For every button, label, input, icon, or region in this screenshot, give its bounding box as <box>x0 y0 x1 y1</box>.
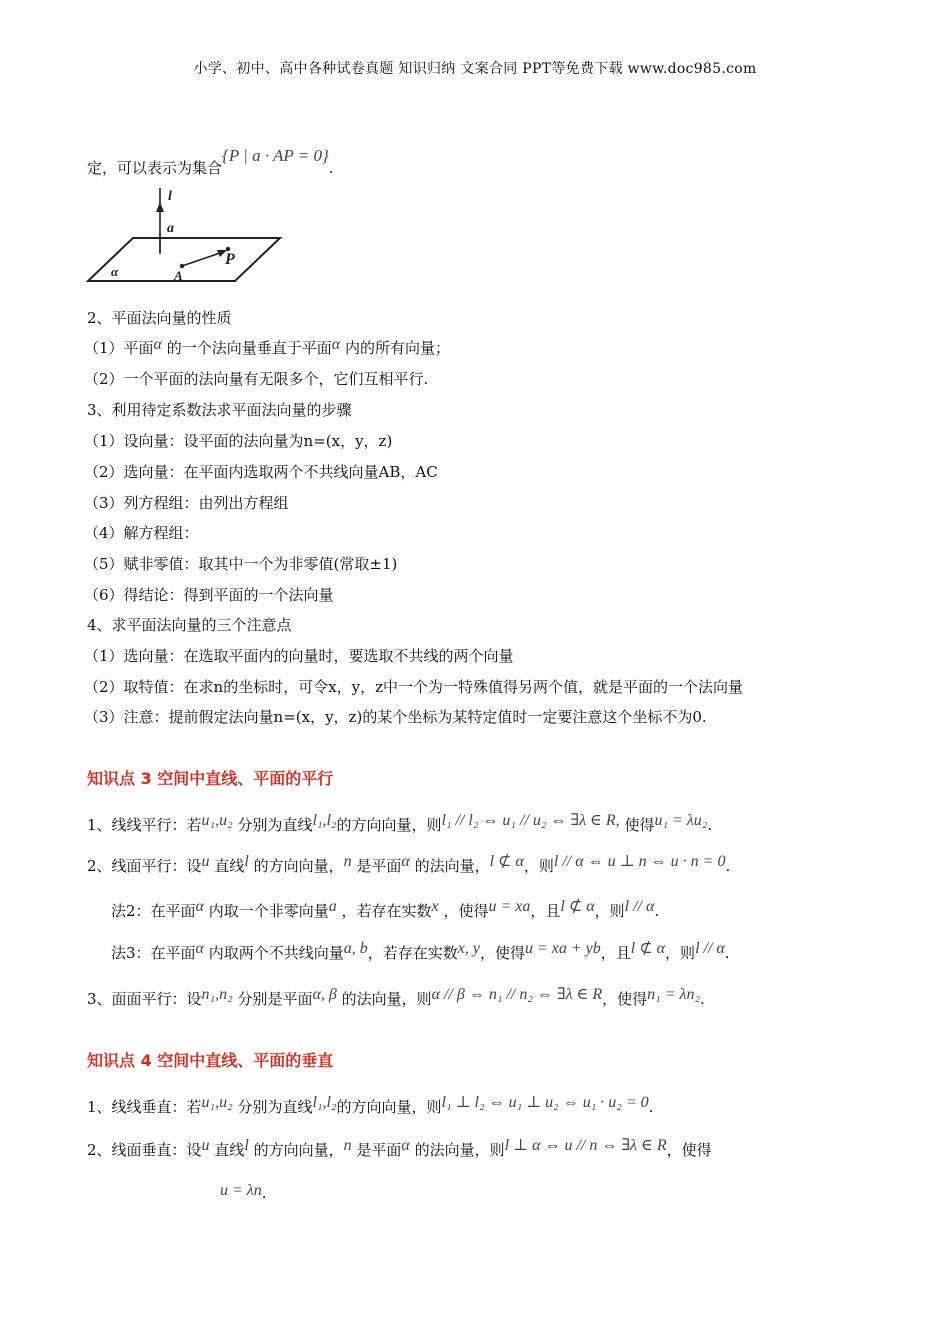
math: l // α <box>624 898 655 915</box>
kp3-line1 <box>87 812 713 836</box>
text: ，使得 <box>443 902 489 920</box>
sec2-item1 <box>84 338 450 359</box>
sec3-item: （4）解方程组： <box>84 524 199 542</box>
kp3-line2 <box>87 853 731 877</box>
math: u <box>201 853 210 870</box>
text: ，则 <box>523 857 554 875</box>
math: l ⊥ α ⇔ u // n ⇔ ∃λ ∈ R <box>504 1137 667 1154</box>
text: ，使得 <box>602 990 648 1008</box>
math: l <box>244 853 249 870</box>
sec4-item: （2）取特值：在求n的坐标时，可令x，y，z中一个为一特殊值得另两个值，就是平面的一个法向量 <box>84 678 744 696</box>
text: 分别为直线 <box>237 1098 313 1116</box>
math: l <box>244 1137 249 1154</box>
text: . <box>648 1098 654 1116</box>
math: α // β ⇔ n₁ // n₂ ⇔ ∃λ ∈ R <box>431 986 603 1003</box>
math: u = xa <box>488 898 531 915</box>
math: l // α <box>695 940 725 957</box>
alpha-symbol: α <box>153 336 162 353</box>
label-a: a <box>167 221 174 236</box>
math: l₁,l₂ <box>312 1094 337 1111</box>
math: x <box>431 898 439 915</box>
math: n₁,n₂ <box>201 986 233 1003</box>
math: n <box>343 1137 352 1154</box>
sec4-item: （1）选向量：在选取平面内的向量时，要选取不共线的两个向量 <box>84 647 514 665</box>
text: . <box>724 944 730 962</box>
sec2-item1-prefix: （1）平面 <box>84 339 154 357</box>
text: . <box>700 990 705 1008</box>
sec3-item: （1）设向量：设平面的法向量为n=(x，y，z) <box>84 432 393 450</box>
intro-prefix: 定，可以表示为集合 <box>87 159 223 177</box>
math: l₁,l₂ <box>312 812 337 829</box>
text: 内取一个非零向量 <box>208 902 329 920</box>
sec4-item: （3）注意：提前假定法向量n=(x，y，z)的某个坐标为某特定值时一定要注意这个坐标不为0. <box>84 708 707 726</box>
math: l₁ // l₂ ⇔ u₁ // u₂ ⇔ ∃λ ∈ R, <box>441 812 620 829</box>
text: 1、线线垂直：若 <box>87 1098 202 1116</box>
text: 直线 <box>214 1141 245 1159</box>
text: 是平面 <box>356 1141 402 1159</box>
text: 分别是平面 <box>237 990 313 1008</box>
intro-suffix: . <box>328 159 334 177</box>
sec2-item1-suffix: 内的所有向量； <box>344 339 450 357</box>
math: u = xa + yb <box>524 940 601 957</box>
math: l ⊄ α <box>560 898 595 915</box>
math: a, b <box>343 940 368 957</box>
math: u <box>201 1137 210 1154</box>
text: 的法向量，则 <box>341 990 432 1008</box>
kp3-method2 <box>111 898 660 922</box>
math: n <box>343 853 352 870</box>
math: x, y <box>457 940 480 957</box>
text: 是平面 <box>356 857 402 875</box>
text: 内取两个不共线向量 <box>208 944 344 962</box>
label-l: l <box>168 189 172 204</box>
text: ，且 <box>600 944 631 962</box>
kp4-line2 <box>87 1137 712 1161</box>
math: α <box>195 940 204 957</box>
text: 的法向量，则 <box>414 1141 505 1159</box>
text: 的方向向量，则 <box>336 816 442 834</box>
text: ，使得 <box>479 944 525 962</box>
text: 使得 <box>624 816 655 834</box>
text: 3、面面平行：设 <box>87 990 202 1008</box>
text: 的法向量， <box>414 857 490 875</box>
text: 2、线面平行：设 <box>87 857 202 875</box>
kp3-heading: 知识点 3 空间中直线、平面的平行 <box>87 769 334 788</box>
text: 的方向向量， <box>253 1141 344 1159</box>
kp4-line1 <box>87 1094 654 1118</box>
sec3-item: （5）赋非零值：取其中一个为非零值(常取±1) <box>84 555 398 573</box>
text: 分别为直线 <box>237 816 313 834</box>
text: ，若存在实数 <box>341 902 432 920</box>
kp3-method3 <box>111 940 730 964</box>
math: n₁ = λn₂ <box>647 986 701 1003</box>
sec2-title: 2、平面法向量的性质 <box>87 309 232 327</box>
text: ，若存在实数 <box>367 944 458 962</box>
sec2-item1-middle: 的一个法向量垂直于平面 <box>166 339 332 357</box>
text: ，则 <box>665 944 696 962</box>
arrow-head-a <box>156 202 164 212</box>
math: u₁,u₂ <box>201 1094 233 1111</box>
math: u = λn <box>220 1182 262 1199</box>
text: . <box>261 1184 267 1202</box>
vector-AP <box>182 252 223 266</box>
math: a <box>328 898 337 915</box>
sec3-item: （2）选向量：在平面内选取两个不共线向量AB，AC <box>84 463 438 481</box>
sec3-title: 3、利用待定系数法求平面法向量的步骤 <box>87 401 352 419</box>
math: u₁ = λu₂ <box>654 812 708 829</box>
text: ，且 <box>530 902 561 920</box>
text: 法3：在平面 <box>111 944 196 962</box>
label-alpha: α <box>111 264 119 279</box>
kp3-line3 <box>87 986 705 1010</box>
sec2-item2: （2）一个平面的法向量有无限多个，它们互相平行. <box>84 370 429 388</box>
math: α, β <box>312 986 337 1003</box>
text: . <box>725 857 731 875</box>
math: l₁ ⊥ l₂ ⇔ u₁ ⊥ u₂ ⇔ u₁ · u₂ = 0 <box>441 1094 649 1111</box>
text: 直线 <box>214 857 245 875</box>
text: . <box>707 816 713 834</box>
label-P: P <box>225 251 235 268</box>
math: l // α ⇔ u ⊥ n ⇔ u · n = 0 <box>553 853 726 870</box>
text: 法2：在平面 <box>111 902 196 920</box>
math: l ⊄ α <box>489 853 524 870</box>
math: α <box>195 898 204 915</box>
math: u₁,u₂ <box>201 812 233 829</box>
set-formula: {P | a · AP = 0} <box>222 146 329 165</box>
text: 2、线面垂直：设 <box>87 1141 202 1159</box>
text: ，则 <box>594 902 625 920</box>
math: α <box>401 853 410 870</box>
sec3-item: （6）得结论：得到平面的一个法向量 <box>84 586 334 604</box>
normal-vector-figure <box>85 186 285 286</box>
text: 1、线线平行：若 <box>87 816 202 834</box>
text: . <box>654 902 660 920</box>
sec3-item: （3）列方程组：由列出方程组 <box>84 494 289 512</box>
kp4-heading: 知识点 4 空间中直线、平面的垂直 <box>87 1051 334 1070</box>
sec4-title: 4、求平面法向量的三个注意点 <box>87 616 292 634</box>
text: ，使得 <box>666 1141 712 1159</box>
text: 的方向向量， <box>253 857 344 875</box>
page-header: 小学、初中、高中各种试卷真题 知识归纳 文案合同 PPT等免费下载 www.doc985.com <box>193 61 757 77</box>
text: 的方向向量，则 <box>336 1098 442 1116</box>
intro-line <box>87 146 334 178</box>
kp4-line3 <box>220 1183 267 1204</box>
label-A: A <box>174 268 183 283</box>
alpha-symbol: α <box>331 336 341 353</box>
math: l ⊄ α <box>630 940 666 957</box>
math: α <box>401 1137 410 1154</box>
